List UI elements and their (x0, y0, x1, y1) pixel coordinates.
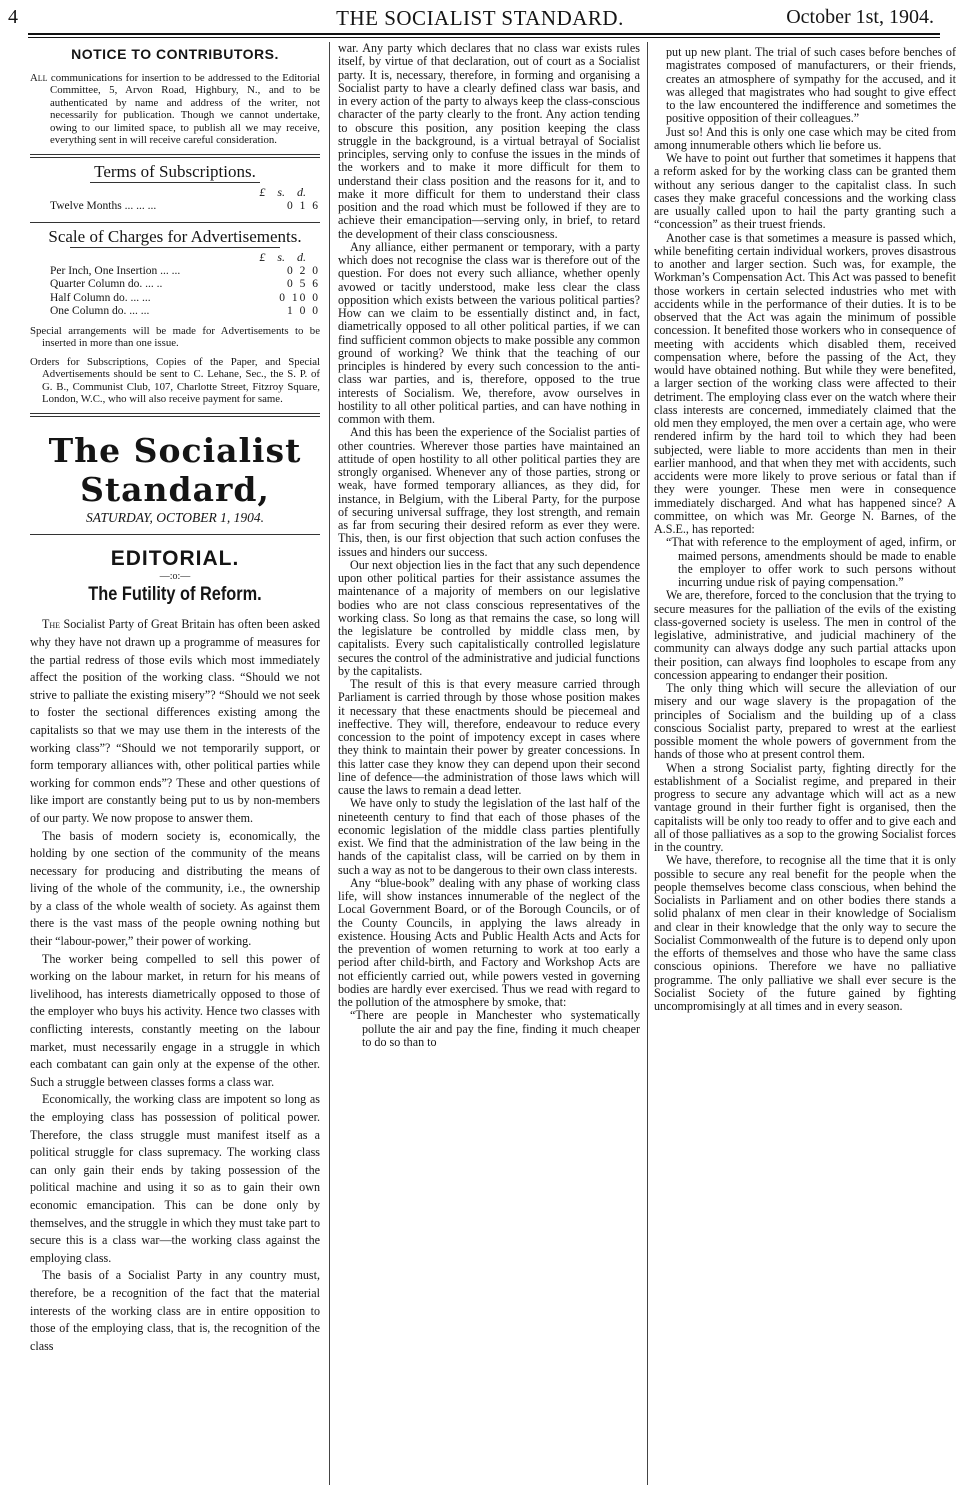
special-arrangements: Special arrangements will be made for Advertisements to be inserted in more than one issue. (30, 324, 320, 350)
rate-value: 0 2 0 (287, 264, 320, 277)
article-title: The Futility of Reform. (88, 584, 262, 606)
page-number: 4 (8, 6, 18, 28)
lsd-header (30, 185, 306, 200)
rate-row (30, 265, 320, 279)
paragraph-text: Socialist Party of Great Britain has often been asked why they have not drawn up a programme of measures for the partial redress of those evils which most immediately affect the position of the working class. “Should we not strive to palliate the existing misery”? “Should we not seek to foster the sectional differences existing among the capitalists so that we may use them in the interests of the working class”? “Should we not temporarily support, or form temporary alliances with, other political parties while working for common ends”? These and other questions of like import are constantly being put to us by non-members of our party. We now propose to answer them. (30, 617, 320, 825)
paragraph: Any alliance, either permanent or temporary, with a party which does not recognise the class war is therefore out of the question. For does not every such alliance, whether openly avowed or tacitly understood, make less clear the class opposition which exists between the various political parties? How can we claim to be essentially distinct and, in fact, diametrically opposed to all other political parties, if we can find sufficient common objects to make possible any common ground of working? We think that the teaching of our principles is hindered by every such concession to the anti-class war parties, and is, therefore, opposed to the true interests of Socialism. We, therefore, avow ourselves in hostility to all other political parties, and can have nothing in common with them. (338, 239, 640, 426)
paragraph: Economically, the working class are impotent so long as the employing class has possession of political power. Therefore, the class struggle must manifest itself as a political struggle for class supremacy. The working class can only gain their ends by taking possession of the political machine and using it so as to gain their own economic emancipation. This can be done only by themselves, and the struggle in which they must take part to secure this is a class war—the working class against the employing class. (30, 1092, 320, 1265)
rate-row (30, 305, 320, 319)
section-rule (30, 413, 320, 414)
notice-lead: All (30, 72, 48, 84)
paragraph: The result of this is that every measure carried through Parliament is carried through by those whose position makes it necessary that these enactments should be piecemeal and ineffective. They will, therefore, endeavour to reduce every concession to the point of impotency except in cases where they think to maintain their power by greater concessions. In this latter case they know they can depend upon their second line of defence—the administration of those laws which will cause the laws to remain a dead letter. (338, 677, 640, 797)
issue-date: October 1st, 1904. (786, 6, 934, 28)
notice-body: communications for insertion to be addressed to the Editorial Committee, 5, Arvon Road, Highbury, N., and to be authenticated by name and address of the writer, not necessarily for publication. Though we cannot undertake, owing to our limited space, to publish all we may receive, everything sent in will receive careful consideration. (47, 72, 320, 147)
heading-underline (90, 182, 260, 183)
paragraph: We have, therefore, to recognise all the time that it is only possible to secure any real benefit for the people when the people themselves become class conscious, when behind the Socialists in Parliament and on other bodies there stands a solid phalanx of men clear in their knowledge of Socialism and clear in their knowledge that the only way to secure the Socialist Commonwealth of the future is to depend only upon the efforts of themselves and those who have the same class conscious opinions. Therefore we have no palliative programme. The only palliative we shall ever secure is the Socialist Society of the future gained by fighting uncompromisingly at all times and in every season. (654, 853, 956, 1013)
rate-label: Twelve Months ... ... ... (50, 200, 157, 213)
section-rule (30, 534, 320, 535)
paragraph: We have only to study the legislation of the last half of the nineteenth century to find that each of those phases of the economic legislation of the middle class parties plentifully exist. We find that the administration of the law being in the hands of the capitalist class, will be carried on by them in such a way as not to be dangerous to their own class interests. (338, 796, 640, 877)
ornament: —:o:— (159, 571, 191, 583)
quotation: “There are people in Manchester who systematically pollute the air and pay the fine, finding it much cheaper to do so than to (350, 1008, 640, 1049)
lead-word: The (42, 617, 61, 632)
rate-label: One Column do. ... ... (50, 305, 150, 318)
paragraph: We are, therefore, forced to the conclusion that the trying to secure measures for the palliation of the evils of the existing class-governed society is useless. The men in control of the legislative, administrative, and judicial machinery of the community can always dodge any such partial attacks upon their position, can always find loopholes to escape from any concession appearing to endanger their position. (654, 588, 956, 682)
lsd-pence: d. (297, 249, 306, 264)
masthead-rule (28, 33, 940, 35)
lsd-header (30, 250, 306, 265)
lsd-shillings: s. (277, 185, 285, 200)
column-left (30, 40, 320, 1488)
publication-logo: The Socialist Standard, (48, 431, 302, 510)
paragraph (30, 616, 320, 827)
lsd-shillings: s. (277, 249, 285, 264)
quotation: “That with reference to the employment of aged, infirm, or maimed persons, amendments should be made to enable the employer to offer work to such persons without incurring undue risk of paying compensation.” (666, 535, 956, 589)
heading-underline (70, 247, 280, 248)
masthead-rule-thin (28, 37, 940, 38)
article-body (30, 616, 320, 1355)
rate-label: Quarter Column do. ... .. (50, 278, 163, 291)
paragraph: And this has been the experience of the Socialist parties of other countries. Wherever those parties have maintained an attitude of open hostility to all other political parties they are strongly organised. Whenever any of those parties, strong or weak, have formed temporary alliances, as they did, for instance, in Belgium, with the Liberal Party, for the purpose of securing universal suffrage, they lost strength, and remain as far from securing their desired reform as ever they were. This, then, is our first objection that such action confuses the issues and hinders our success. (338, 425, 640, 559)
paragraph: Just so! And this is only one case which may be cited from among innumerable others which lie before us. (654, 124, 956, 152)
rate-value: 0 1 6 (287, 200, 320, 213)
notice-text (30, 72, 320, 147)
paragraph: Our next objection lies in the fact that any such dependence upon other political parties for their assistance assumes the maintenance of a majority of members on our legislative bodies who are not class conscious representatives of the working class. So long as that remains the case, so long will the legislature be controlled by middle class men, by capitalists. Every such capitalistically controlled legislature secures the control of the administrative and judicial functions by the capitalists. (338, 557, 640, 678)
paragraph: We have to point out further that sometimes it happens that a reform asked for by the working class can be granted them without any serious danger to the capitalist class. In such cases they make graceful concessions and the working class are usually called upon to hail the party granting such a “concession” as their truest friends. (654, 151, 956, 232)
lsd-pounds: £ (259, 249, 266, 264)
paragraph: Another case is that sometimes a measure is passed which, while benefiting certain individual workers, proves disastrous to another and larger section. Such was, for example, the Workman’s Compensation Act. This Act was passed to benefit those workers in certain selected industries who met with accidents while in the performance of their duties. It is to be observed that the Act was again the minimum of possible concession. It benefited those workers who in consequence of meeting with accidents which disabled them, received compensation where, before the passing of the Act, they would have obtained nothing. But while they were benefited, a larger section of the working class were affected to their detriment. The employing class ever on the watch where their class interests are concerned, immediately claimed that the old men they employed, the men over a certain age, who were rendered infirm by the hard toil to which they had been subjected, were liable to more accidents than men in their earlier manhood, and that when they met with accidents, such accidents were more likely to prove serious or fatal than if they were younger. These men were in consequence immediately discharged. And what has happened since? A committee, on which was Mr. George N. Barnes, of the A.S.E., has reported: (654, 230, 956, 536)
orders-notice: Orders for Subscriptions, Copies of the Paper, and Special Advertisements should be sent to C. Lehane, Sec., the S. P. of G. B., Communist Club, 107, Charlotte Street, Fitzroy Square, London, W.C., who will also receive payment for same. (30, 355, 320, 405)
paragraph: When a strong Socialist party, fighting directly for the establishment of a Socialist regime, and prepared in their progress to secure any advantage which will act as a new vantage ground in their further fight is organised, then the capitalists will be only too ready to offer and to give each and all of those palliatives as a sop to the growing Socialist forces in the country. (654, 760, 956, 854)
section-rule (30, 154, 320, 155)
paragraph: The basis of a Socialist Party in any country must, therefore, be a recognition of the fact that the material interests of the working class are in entire opposition to those of the employing class, that is, the recognition of the class (30, 1268, 320, 1353)
lsd-pounds: £ (259, 185, 266, 200)
lsd-pence: d. (297, 185, 306, 200)
column-right (654, 46, 956, 1486)
rate-row (30, 200, 320, 214)
masthead (0, 0, 960, 36)
advertisements-heading: Scale of Charges for Advertisements. (48, 226, 302, 246)
rate-value: 0 10 0 (279, 291, 320, 304)
paragraph: war. Any party which declares that no class war exists rules itself, by virtue of that declaration, out of court as a Socialist party. It is, necessary, therefore, in forming and organising a Socialist party to have a clearly defined class war basis, and in every action of the party to always keep the class-conscious character of the party clearly to the front. Any action tending to obscure this position, any position keeping the class struggle in the background, is a virtual betrayal of Socialist principles, serving only to confuse the issues in the minds of the workers and to make it more difficult for them to understand their class position and the reasons for it, and to make it more difficult for them to understand their class position and the road which must be followed if they are to achieve their emancipation—serving only, in brief, to retard the development of their class consciousness. (338, 42, 640, 241)
section-rule (30, 416, 320, 417)
section-rule (30, 222, 320, 223)
publication-date: SATURDAY, OCTOBER 1, 1904. (85, 510, 265, 526)
rate-row (30, 278, 320, 292)
quotation-continued: put up new plant. The trial of such cases before benches of magistrates composed of manufacturers, or their friends, creates an atmosphere of sympathy for the accused, and it was alleged that magistrates who had sought to give effect to the law encountered the indifference and sometimes the positive opposition of their colleagues.” (666, 46, 956, 126)
rate-label: Half Column do. ... ... (50, 291, 151, 304)
rate-row (30, 292, 320, 306)
paragraph: The worker being compelled to sell this power of working on the labour market, in return for his means of livelihood, has interests diametrically opposed to those of the employer who buys his activity. Hence two classes with conflicting interests, constantly meeting on the labour market, must necessarily engage in a struggle in which each combatant can gain only at the expense of the other. Such a struggle between classes forms a class war. (30, 951, 320, 1089)
rate-value: 1 0 0 (287, 305, 320, 318)
paragraph: The only thing which will secure the alleviation of our misery and our wage slavery is the propagation of the principles of Socialism and the building up of a class conscious Socialist party, prepared to wrest at the earliest possible moment the whole powers of government from the hands of those who at present control them. (654, 681, 956, 762)
section-rule (30, 157, 320, 158)
column-middle (338, 42, 640, 1486)
editorial-heading: EDITORIAL. (110, 547, 240, 571)
notice-heading: NOTICE TO CONTRIBUTORS. (71, 46, 279, 62)
rate-label: Per Inch, One Insertion ... ... (50, 264, 181, 277)
paragraph: The basis of modern society is, economically, the holding by one section of the community of the means necessary for producing and distributing the means of living of the whole of the community, i.e., the ownership by a class of the whole wealth of society. As against them there is the vast mass of the people owning nothing but their “labour-power,” their power of working. (30, 828, 320, 949)
paragraph: Any “blue-book” dealing with any phase of working class life, will show instances innumerable of the neglect of the Local Government Board, or of the Borough Councils, or of the County Councils, in applying the laws already in existence. Housing Acts and Public Health Acts and Acts for the prevention of women returning to work at too early a period after child-birth, and Factory and Workshop Acts are not efficiently carried out, while powers vested in governing bodies are hardly ever exercised. Thus we read with regard to the pollution of the atmosphere by smoke, that: (338, 875, 640, 1009)
newspaper-title: THE SOCIALIST STANDARD. (336, 6, 624, 30)
column-divider (329, 42, 330, 1485)
rate-value: 0 5 6 (287, 278, 320, 291)
column-divider (647, 42, 648, 1485)
subscriptions-heading: Terms of Subscriptions. (94, 162, 256, 182)
